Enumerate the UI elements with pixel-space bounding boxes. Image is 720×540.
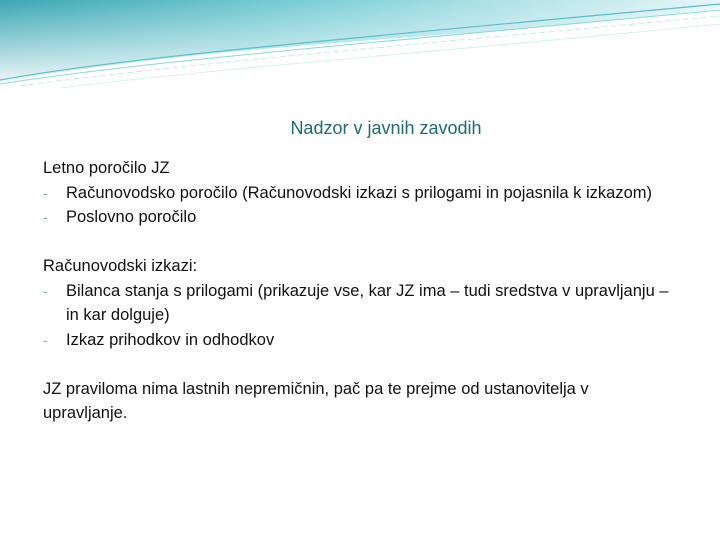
bullet-marker: - <box>43 331 48 348</box>
slide-title <box>0 118 720 139</box>
slide-body <box>43 156 673 426</box>
slide-title-text: Nadzor v javnih zavodih <box>290 118 482 138</box>
list-item <box>43 181 673 206</box>
decorative-wave-banner <box>0 0 720 110</box>
closing-paragraph: JZ praviloma nima lastnih nepremičnin, pač pa te prejme od ustanovitelja v upravljanje. <box>43 379 589 422</box>
bullet-marker: - <box>43 184 48 201</box>
list-item <box>43 205 673 230</box>
list-item <box>43 328 673 353</box>
list-item-text: Bilanca stanja s prilogami (prikazuje vse, kar JZ ima – tudi sredstva v upravljanju – in kar dolguje) <box>66 281 669 324</box>
list-item-text: Poslovno poročilo <box>66 208 197 226</box>
list-item-text: Računovodsko poročilo (Računovodski izkazi s prilogami in pojasnila k izkazom) <box>66 183 653 202</box>
list-item <box>43 279 673 328</box>
bullet-marker: - <box>43 209 48 225</box>
bullet-marker: - <box>43 282 48 299</box>
list-item-text: Izkaz prihodkov in odhodkov <box>66 330 275 349</box>
section1-heading: Letno poročilo JZ <box>43 159 170 177</box>
section2-heading: Računovodski izkazi: <box>43 257 198 275</box>
